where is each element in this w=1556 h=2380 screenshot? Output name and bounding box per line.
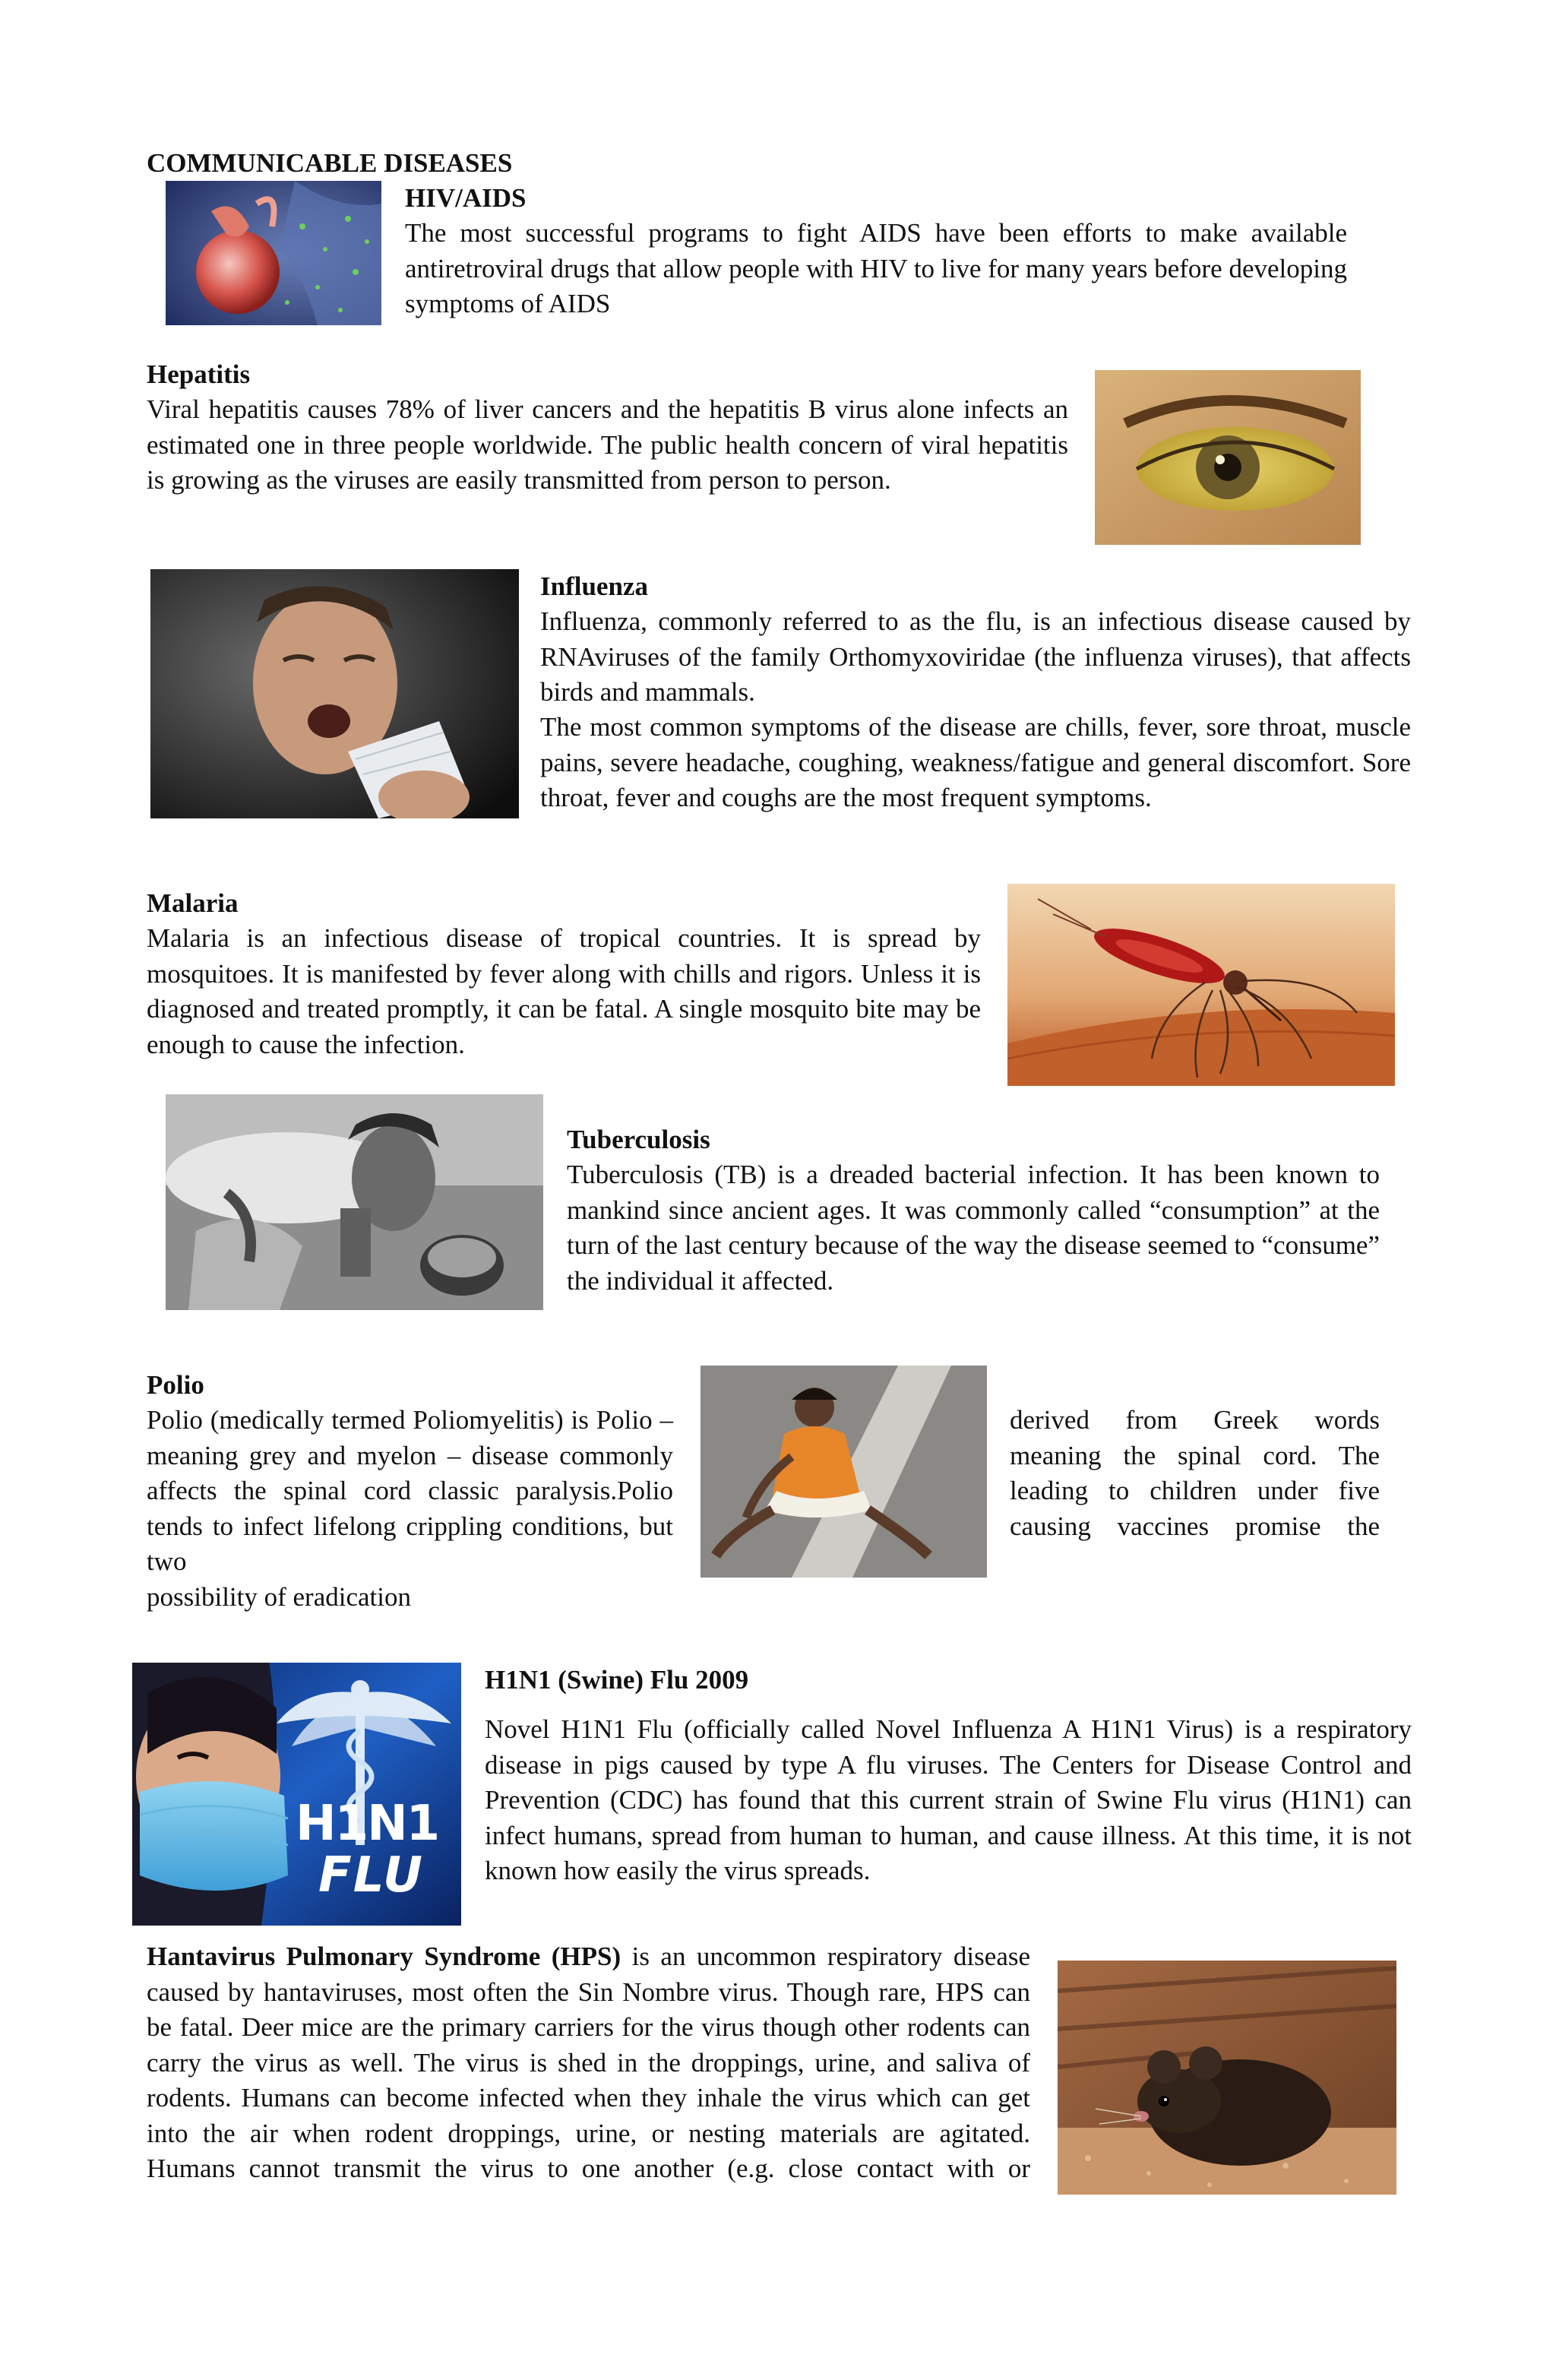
tuberculosis-title: Tuberculosis [567,1125,710,1154]
influenza-body-2: The most common symptoms of the disease are chills, fever, sore throat, muscle pains, severe headache, coughing, weakness/fatigue and general discomfort. Sore throat, fever and coughs are the most frequent symptoms. [540,712,1411,812]
h1n1-image-caption-line2: FLU [318,1847,424,1904]
polio-body-left-last: possibility of eradication [147,1582,411,1612]
influenza-body-1: Influenza, commonly referred to as the flu, is an infectious disease caused by RNAviruses of the family Orthomyxoviridae (the influenza viruses), that affects birds and mammals. [540,606,1411,707]
h1n1-image-caption-line1: H1N1 [296,1796,439,1852]
hps-title: Hantavirus Pulmonary Syndrome (HPS) [147,1942,621,1971]
deer-mouse-image [1058,1961,1396,2195]
tuberculosis-body: Tuberculosis (TB) is a dreaded bacterial infection. It has been known to mankind since ancient ages. It was commonly called “consumption” at the turn of the last century because of the way the disease seemed to “consume” the individual it affected. [567,1160,1380,1296]
jaundiced-eye-image [1095,370,1361,545]
polio-body-left: Polio (medically termed Poliomyelitis) is Polio – meaning grey and myelon – disease commonly affects the spinal cord classic paralysis.Polio tends to infect lifelong crippling conditions, but two [147,1405,673,1576]
h1n1-body: Novel H1N1 Flu (officially called Novel Influenza A H1N1 Virus) is a respiratory disease in pigs caused by type A flu viruses. The Centers for Disease Control and Prevention (CDC) has found that this current strain of Swine Flu virus (H1N1) can infect humans, spread from human to human, and cause illness. At this time, it is not known how easily the virus spreads. [485,1714,1412,1885]
sneezing-man-image [150,569,519,818]
mosquito-image [1007,884,1395,1086]
hiv-title: HIV/AIDS [405,183,527,213]
polio-body-right: derived from Greek words meaning the spinal cord. The leading to children under five causing vaccines promise the [1010,1405,1380,1541]
influenza-title: Influenza [540,571,648,601]
malaria-body: Malaria is an infectious disease of tropical countries. It is spread by mosquitoes. It is manifested by fever along with chills and rigors. Unless it is diagnosed and treated promptly, it can be fatal. A single mosquito bite may be enough to cause the infection. [147,923,981,1059]
h1n1-title: H1N1 (Swine) Flu 2009 [485,1665,749,1695]
h1n1-flu-image [132,1663,461,1926]
polio-child-image [701,1366,987,1578]
polio-title: Polio [147,1370,204,1400]
hiv-body: The most successful programs to fight AIDS have been efforts to make available antiretroviral drugs that allow people with HIV to live for many years before developing symptoms of AIDS [405,218,1347,318]
hepatitis-body: Viral hepatitis causes 78% of liver cancers and the hepatitis B virus alone infects an estimated one in three people worldwide. The public health concern of viral hepatitis is growing as the viruses are easily transmitted from person to person. [147,394,1068,495]
document-title: COMMUNICABLE DISEASES [147,148,513,178]
hps-body: is an uncommon respiratory disease caused by hantaviruses, most often the Sin Nombre virus. Though rare, HPS can be fatal. Deer mice are the primary carriers for the virus though other rodents can carry the virus as well. The virus is shed in the droppings, urine, and saliva of rodents. Humans can become infected when they inhale the virus which can get into the air when rodent droppings, urine, or nesting materials are agitated. Humans cannot transmit the virus to one another (e.g. close contact with or [147,1942,1031,2183]
hps-paragraph [147,1939,1030,2187]
hiv-virus-image [166,181,381,325]
tuberculosis-patient-image [166,1094,543,1310]
hepatitis-title: Hepatitis [147,359,251,389]
malaria-title: Malaria [147,888,239,918]
